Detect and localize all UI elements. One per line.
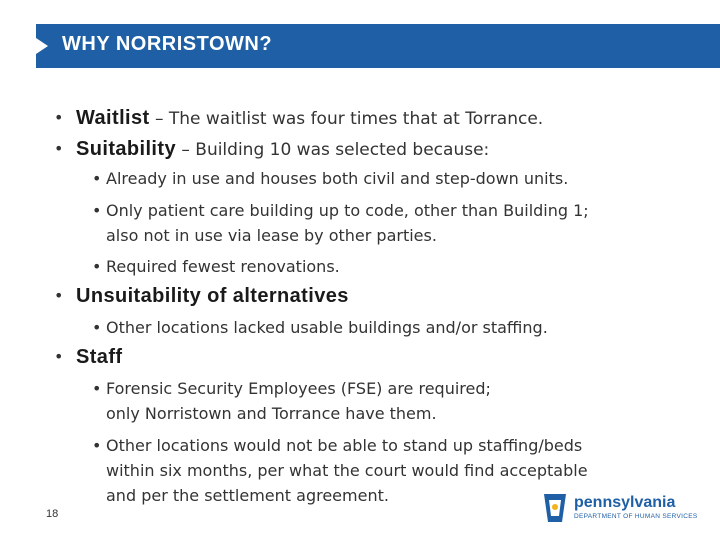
bullet-label: Suitability bbox=[76, 138, 176, 160]
sub-bullet-continuation: only Norristown and Torrance have them. bbox=[106, 404, 437, 423]
bullet-label: Unsuitability of alternatives bbox=[76, 285, 349, 307]
bullet-dot-icon: • bbox=[92, 257, 102, 276]
sub-bullet: • Other locations lacked usable buildings and/or staffing. bbox=[106, 315, 548, 340]
bullet-text: – Building 10 was selected because: bbox=[175, 140, 490, 160]
pa-dhs-logo bbox=[540, 492, 698, 526]
slide-number: 18 bbox=[46, 508, 59, 520]
bullet-waitlist bbox=[54, 106, 544, 131]
sub-bullet-continuation: also not in use via lease by other parties. bbox=[106, 226, 437, 245]
bullet-dot-icon: • bbox=[92, 436, 102, 455]
sub-bullet: • Required fewest renovations. bbox=[106, 254, 340, 279]
bullet-label: Waitlist bbox=[76, 107, 150, 129]
bullet-dot-icon: • bbox=[92, 318, 102, 337]
title-arrow-icon bbox=[36, 38, 48, 54]
logo-department: DEPARTMENT OF HUMAN SERVICES bbox=[574, 513, 698, 520]
logo-wordmark: pennsylvania bbox=[574, 494, 676, 511]
bullet-suitability bbox=[54, 137, 490, 162]
sub-bullet: • Only patient care building up to code, other than Building 1; bbox=[106, 198, 589, 223]
bullet-dot-icon: • bbox=[92, 201, 102, 220]
bullet-dot-icon: • bbox=[54, 139, 64, 158]
sub-bullet: • Forensic Security Employees (FSE) are required; bbox=[106, 376, 491, 401]
page-title: WHY NORRISTOWN? bbox=[62, 33, 273, 55]
bullet-dot-icon: • bbox=[54, 286, 64, 305]
bullet-dot-icon: • bbox=[54, 108, 64, 127]
bullet-text: – The waitlist was four times that at Torrance. bbox=[149, 109, 544, 129]
keystone-icon bbox=[540, 492, 570, 524]
bullet-dot-icon: • bbox=[92, 169, 102, 188]
bullet-label: Staff bbox=[76, 346, 123, 368]
bullet-dot-icon: • bbox=[92, 379, 102, 398]
bullet-staff bbox=[54, 345, 123, 370]
sub-bullet: • Other locations would not be able to stand up staffing/beds bbox=[106, 433, 582, 458]
bullet-unsuitability bbox=[54, 284, 349, 309]
sub-bullet: • Already in use and houses both civil and step-down units. bbox=[106, 166, 568, 191]
sub-bullet-continuation: and per the settlement agreement. bbox=[106, 486, 389, 505]
bullet-dot-icon: • bbox=[54, 347, 64, 366]
sub-bullet-continuation: within six months, per what the court would find acceptable bbox=[106, 461, 588, 480]
